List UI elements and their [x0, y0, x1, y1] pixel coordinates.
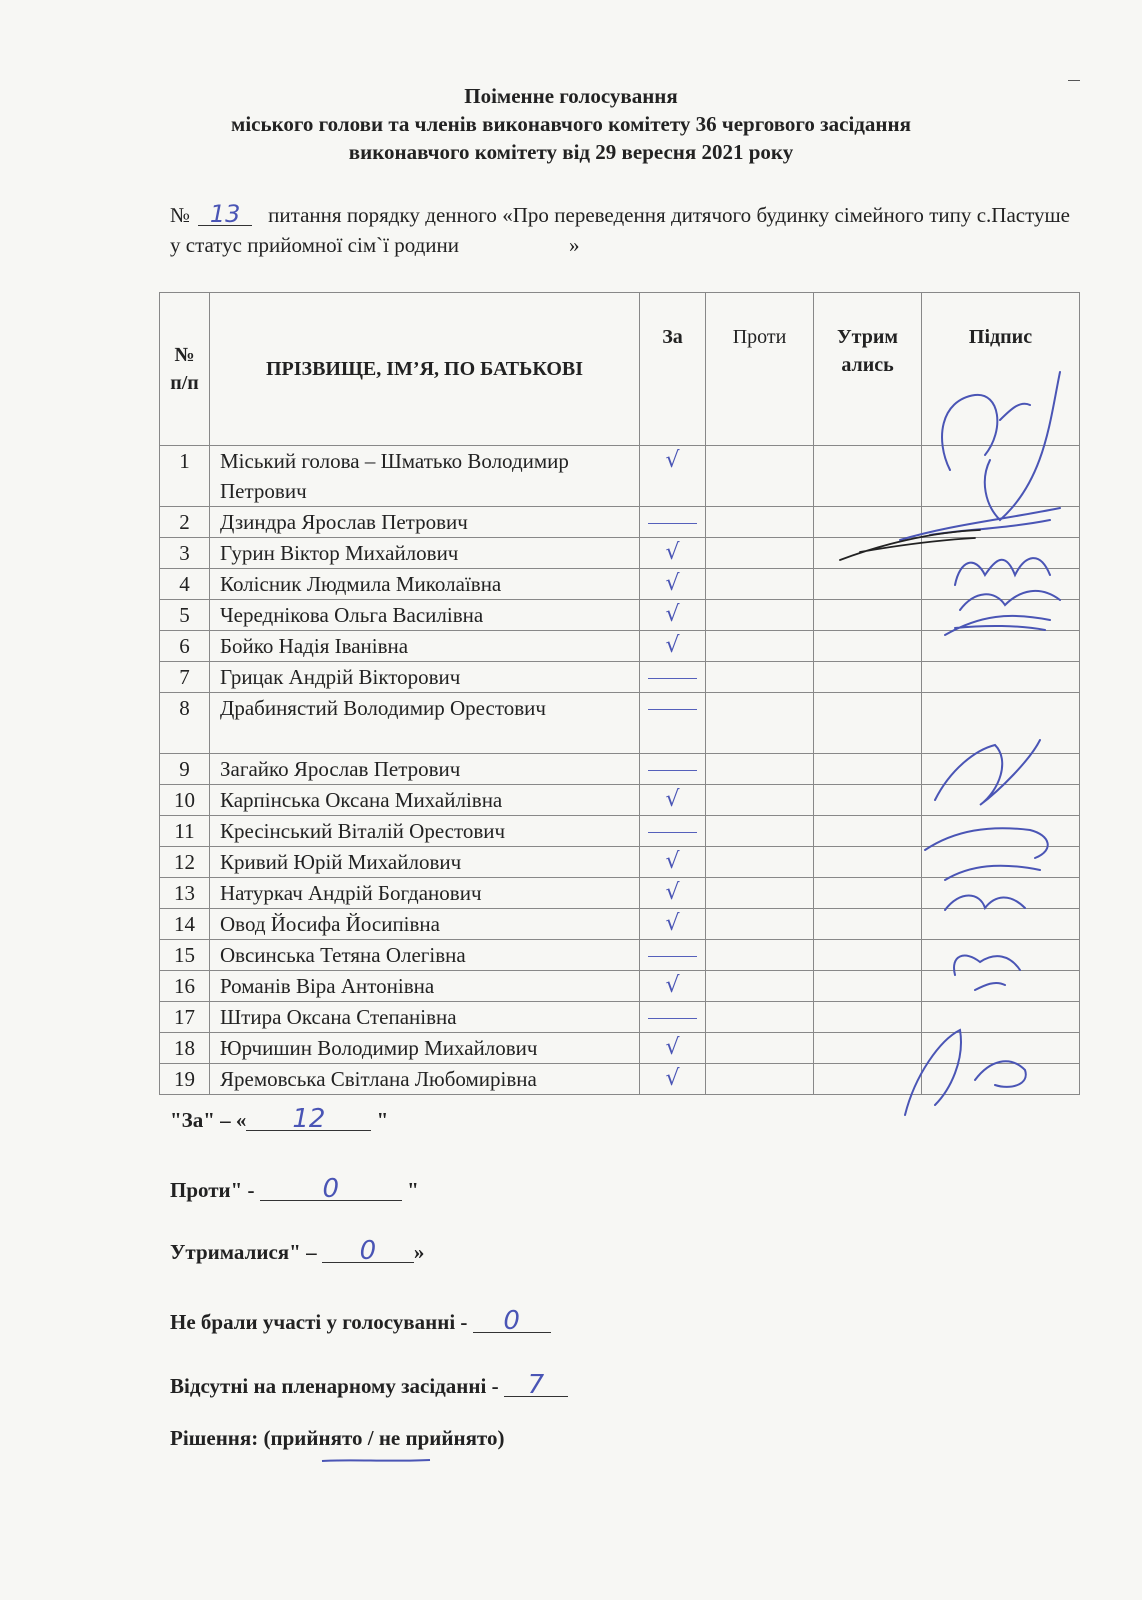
- member-name: Юрчишин Володимир Михайлович: [210, 1033, 640, 1064]
- vote-for-cell: √: [640, 631, 706, 662]
- table-row: [160, 785, 1080, 816]
- member-name: Карпінська Оксана Михайлівна: [210, 785, 640, 816]
- vote-abstain-cell: [814, 909, 922, 940]
- row-number: 17: [160, 1002, 210, 1033]
- vote-for-cell: √: [640, 878, 706, 909]
- summary-not-voted-value: 0: [473, 1310, 551, 1333]
- member-name: Кривий Юрій Михайлович: [210, 847, 640, 878]
- vote-against-cell: [706, 507, 814, 538]
- table-row: [160, 1064, 1080, 1095]
- vote-abstain-cell: [814, 878, 922, 909]
- row-number: 10: [160, 785, 210, 816]
- signature-cell: [922, 847, 1080, 878]
- summary-for: [170, 1104, 389, 1134]
- summary-abstain: [170, 1236, 425, 1266]
- row-number: 4: [160, 569, 210, 600]
- vote-abstain-cell: [814, 538, 922, 569]
- table-row: [160, 1033, 1080, 1064]
- member-name: Гурин Віктор Михайлович: [210, 538, 640, 569]
- member-name: Міський голова – Шматько Володимир Петрович: [210, 446, 640, 507]
- summary-absent-value: 7: [504, 1374, 568, 1397]
- row-number: 11: [160, 816, 210, 847]
- vote-for-cell: √: [640, 785, 706, 816]
- table-row: [160, 631, 1080, 662]
- row-number: 3: [160, 538, 210, 569]
- absent-dash: [648, 709, 697, 710]
- summary-for-close: ": [371, 1108, 389, 1132]
- summary-not-voted: [170, 1306, 551, 1336]
- header-line-1: Поіменне голосування: [464, 84, 678, 108]
- vote-abstain-cell: [814, 446, 922, 507]
- vote-abstain-cell: [814, 1064, 922, 1095]
- summary-against: [170, 1174, 419, 1204]
- vote-abstain-cell: [814, 631, 922, 662]
- header-for: За: [640, 293, 706, 446]
- summary-against-close: ": [401, 1178, 419, 1202]
- table-row: [160, 1002, 1080, 1033]
- signature-cell: [922, 600, 1080, 631]
- signature-cell: [922, 785, 1080, 816]
- table-row: [160, 538, 1080, 569]
- absent-dash: [648, 956, 697, 957]
- summary-absent: [170, 1370, 568, 1400]
- row-number: 14: [160, 909, 210, 940]
- member-name: Овсинська Тетяна Олегівна: [210, 940, 640, 971]
- table-row: [160, 507, 1080, 538]
- signature-cell: [922, 693, 1080, 754]
- row-number: 8: [160, 693, 210, 754]
- vote-against-cell: [706, 569, 814, 600]
- vote-for-cell: √: [640, 569, 706, 600]
- vote-against-cell: [706, 878, 814, 909]
- absent-dash: [648, 832, 697, 833]
- question-text: питання порядку денного «Про переведення дитячого будинку сімейного типу с.Пастуше у статус прийомної сім`ї родини: [170, 203, 1071, 257]
- signature-cell: [922, 1064, 1080, 1095]
- summary-not-voted-label: Не брали участі у голосуванні -: [170, 1310, 473, 1334]
- vote-for-cell: [640, 754, 706, 785]
- signature-cell: [922, 662, 1080, 693]
- vote-table-body: [160, 446, 1080, 1095]
- row-number: 13: [160, 878, 210, 909]
- table-header-row: [160, 293, 1080, 446]
- summary-decision-label: Рішення: (прийнято / не прийнято): [170, 1426, 505, 1450]
- member-name: Дзиндра Ярослав Петрович: [210, 507, 640, 538]
- signature-cell: [922, 1002, 1080, 1033]
- vote-for-cell: √: [640, 446, 706, 507]
- vote-for-cell: √: [640, 847, 706, 878]
- row-number: 15: [160, 940, 210, 971]
- vote-against-cell: [706, 816, 814, 847]
- member-name: Череднікова Ольга Василівна: [210, 600, 640, 631]
- member-name: Колісник Людмила Миколаївна: [210, 569, 640, 600]
- vote-for-cell: √: [640, 971, 706, 1002]
- vote-abstain-cell: [814, 507, 922, 538]
- absent-dash: [648, 523, 697, 524]
- header-name: ПРІЗВИЩЕ, ІМ’Я, ПО БАТЬКОВІ: [210, 293, 640, 446]
- header-abstain: Утрим ались: [814, 293, 922, 446]
- vote-for-cell: [640, 1002, 706, 1033]
- signature-cell: [922, 1033, 1080, 1064]
- row-number: 19: [160, 1064, 210, 1095]
- signature-cell: [922, 816, 1080, 847]
- absent-dash: [648, 678, 697, 679]
- summary-against-value: 0: [260, 1178, 402, 1201]
- table-row: [160, 446, 1080, 507]
- table-row: [160, 600, 1080, 631]
- row-number: 2: [160, 507, 210, 538]
- vote-against-cell: [706, 1002, 814, 1033]
- table-row: [160, 971, 1080, 1002]
- vote-against-cell: [706, 1033, 814, 1064]
- member-name: Овод Йосифа Йосипівна: [210, 909, 640, 940]
- signature-cell: [922, 940, 1080, 971]
- row-number: 12: [160, 847, 210, 878]
- agenda-question: [170, 200, 1070, 260]
- signature-cell: [922, 507, 1080, 538]
- member-name: Романів Віра Антонівна: [210, 971, 640, 1002]
- row-number: 6: [160, 631, 210, 662]
- member-name: Драбинястий Володимир Орестович: [210, 693, 640, 754]
- vote-abstain-cell: [814, 785, 922, 816]
- summary-decision: [170, 1426, 504, 1451]
- signature-cell: [922, 878, 1080, 909]
- row-number: 7: [160, 662, 210, 693]
- vote-abstain-cell: [814, 1002, 922, 1033]
- vote-abstain-cell: [814, 754, 922, 785]
- summary-against-label: Проти" -: [170, 1178, 260, 1202]
- absent-dash: [648, 770, 697, 771]
- vote-against-cell: [706, 909, 814, 940]
- document-header: [0, 82, 1142, 166]
- signature-cell: [922, 538, 1080, 569]
- vote-for-cell: √: [640, 600, 706, 631]
- vote-abstain-cell: [814, 1033, 922, 1064]
- header-line-3: виконавчого комітету від 29 вересня 2021 року: [348, 140, 794, 164]
- table-row: [160, 940, 1080, 971]
- row-number: 18: [160, 1033, 210, 1064]
- vote-against-cell: [706, 1064, 814, 1095]
- vote-for-cell: [640, 662, 706, 693]
- table-row: [160, 847, 1080, 878]
- signature-cell: [922, 569, 1080, 600]
- table-row: [160, 816, 1080, 847]
- question-number: 13: [198, 203, 252, 226]
- row-number: 9: [160, 754, 210, 785]
- vote-for-cell: [640, 693, 706, 754]
- signature-cell: [922, 909, 1080, 940]
- vote-against-cell: [706, 693, 814, 754]
- table-row: [160, 878, 1080, 909]
- summary-absent-label: Відсутні на пленарному засіданні -: [170, 1374, 504, 1398]
- summary-for-value: 12: [246, 1108, 371, 1131]
- signature-cell: [922, 631, 1080, 662]
- summary-abstain-value: 0: [322, 1240, 414, 1263]
- summary-for-label: "За" – «: [170, 1108, 247, 1132]
- row-number: 1: [160, 446, 210, 507]
- header-signature: Підпис: [922, 293, 1080, 446]
- vote-abstain-cell: [814, 971, 922, 1002]
- table-row: [160, 754, 1080, 785]
- member-name: Бойко Надія Іванівна: [210, 631, 640, 662]
- member-name: Загайко Ярослав Петрович: [210, 754, 640, 785]
- vote-against-cell: [706, 754, 814, 785]
- decision-underline: [320, 1456, 432, 1464]
- vote-abstain-cell: [814, 569, 922, 600]
- vote-against-cell: [706, 538, 814, 569]
- vote-for-cell: √: [640, 1033, 706, 1064]
- signature-cell: [922, 446, 1080, 507]
- vote-against-cell: [706, 847, 814, 878]
- table-row: [160, 662, 1080, 693]
- member-name: Кресінський Віталій Орестович: [210, 816, 640, 847]
- vote-for-cell: √: [640, 1064, 706, 1095]
- vote-table: [159, 292, 1080, 1095]
- member-name: Штира Оксана Степанівна: [210, 1002, 640, 1033]
- vote-against-cell: [706, 971, 814, 1002]
- signature-cell: [922, 971, 1080, 1002]
- summary-abstain-close: »: [413, 1240, 425, 1264]
- vote-abstain-cell: [814, 600, 922, 631]
- signature-cell: [922, 754, 1080, 785]
- member-name: Яремовська Світлана Любомирівна: [210, 1064, 640, 1095]
- header-against: Проти: [706, 293, 814, 446]
- vote-abstain-cell: [814, 662, 922, 693]
- vote-abstain-cell: [814, 847, 922, 878]
- vote-against-cell: [706, 631, 814, 662]
- member-name: Грицак Андрій Вікторович: [210, 662, 640, 693]
- corner-mark: [1068, 80, 1080, 81]
- row-number: 5: [160, 600, 210, 631]
- vote-against-cell: [706, 940, 814, 971]
- vote-for-cell: [640, 940, 706, 971]
- vote-for-cell: √: [640, 909, 706, 940]
- vote-against-cell: [706, 662, 814, 693]
- vote-for-cell: [640, 816, 706, 847]
- vote-abstain-cell: [814, 816, 922, 847]
- vote-against-cell: [706, 785, 814, 816]
- absent-dash: [648, 1018, 697, 1019]
- table-row: [160, 909, 1080, 940]
- vote-abstain-cell: [814, 940, 922, 971]
- header-num: № п/п: [160, 293, 210, 446]
- table-row: [160, 569, 1080, 600]
- vote-against-cell: [706, 446, 814, 507]
- header-line-2: міського голови та членів виконавчого комітету 36 чергового засідання: [231, 112, 911, 136]
- table-row: [160, 693, 1080, 754]
- summary-abstain-label: Утрималися" –: [170, 1240, 322, 1264]
- question-num-prefix: №: [170, 203, 191, 227]
- vote-for-cell: √: [640, 538, 706, 569]
- vote-abstain-cell: [814, 693, 922, 754]
- vote-for-cell: [640, 507, 706, 538]
- question-closing: »: [569, 233, 580, 257]
- member-name: Натуркач Андрій Богданович: [210, 878, 640, 909]
- row-number: 16: [160, 971, 210, 1002]
- vote-against-cell: [706, 600, 814, 631]
